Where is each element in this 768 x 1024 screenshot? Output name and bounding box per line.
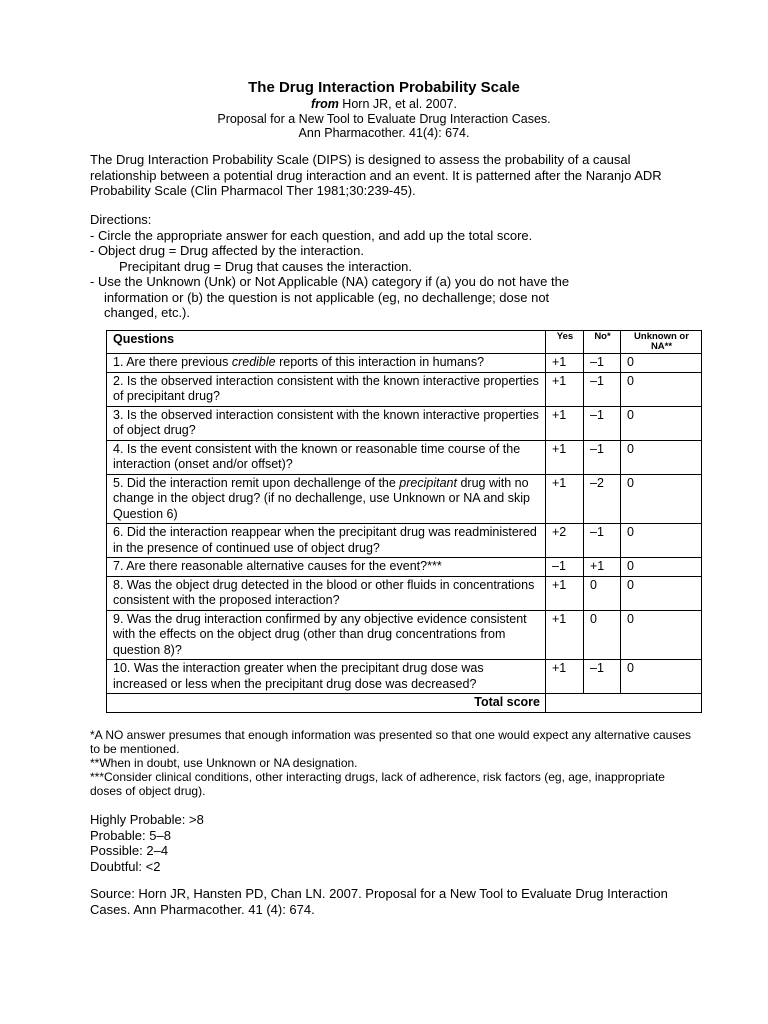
no-score-cell[interactable]: –1	[584, 524, 621, 558]
total-score-cell	[546, 694, 702, 713]
header-questions: Questions	[107, 331, 546, 354]
footnote: ***Consider clinical conditions, other interacting drugs, lack of adherence, risk factors (eg, age, inappropriate doses of object drug).	[90, 770, 665, 798]
question-text: 8. Was the object drug detected in the blood or other fluids in concentrations consistent with the proposed interaction?	[113, 577, 535, 607]
yes-score-cell[interactable]: +1	[546, 372, 584, 406]
table-row	[107, 576, 702, 610]
question-text: 6. Did the interaction reappear when the precipitant drug was readministered in the presence of continued use of object drug?	[113, 525, 537, 555]
table-header-row	[107, 331, 702, 354]
yes-score-cell[interactable]: +1	[546, 440, 584, 474]
question-cell	[107, 558, 546, 577]
footnotes	[90, 728, 700, 798]
score-level: Possible: 2–4	[90, 843, 169, 858]
table-row	[107, 372, 702, 406]
source-citation: Source: Horn JR, Hansten PD, Chan LN. 2007. Proposal for a New Tool to Evaluate Drug Interaction Cases. Ann Pharmacother. 41 (4): 674.	[90, 886, 668, 917]
question-emphasis: precipitant	[399, 475, 457, 490]
question-text: 3. Is the observed interaction consistent with the known interactive properties of object drug?	[113, 407, 539, 437]
table-body	[107, 354, 702, 694]
unknown-score-cell[interactable]: 0	[621, 558, 702, 577]
question-cell	[107, 524, 546, 558]
question-text-continued: reports of this interaction in humans?	[275, 355, 485, 369]
question-cell	[107, 406, 546, 440]
question-cell	[107, 354, 546, 373]
from-word: from	[311, 97, 339, 111]
yes-score-cell[interactable]: –1	[546, 558, 584, 577]
unknown-score-cell[interactable]: 0	[621, 524, 702, 558]
no-score-cell[interactable]: –2	[584, 474, 621, 524]
question-cell	[107, 610, 546, 660]
score-level: Doubtful: <2	[90, 858, 161, 874]
direction-item: Precipitant drug = Drug that causes the interaction.	[119, 258, 413, 274]
question-emphasis: credible	[231, 355, 276, 369]
table-row	[107, 474, 702, 524]
score-level: Highly Probable: >8	[90, 812, 204, 827]
yes-score-cell[interactable]: +1	[546, 474, 584, 524]
footnote: **When in doubt, use Unknown or NA designation.	[90, 756, 358, 770]
yes-score-cell[interactable]: +2	[546, 524, 584, 558]
score-interpretation	[90, 812, 204, 874]
no-score-cell[interactable]: –1	[584, 372, 621, 406]
question-text: 5. Did the interaction remit upon dechallenge of the	[113, 475, 400, 490]
citation-title: Proposal for a New Tool to Evaluate Drug Interaction Cases.	[217, 111, 551, 126]
question-cell	[107, 372, 546, 406]
question-text: 4. Is the event consistent with the known or reasonable time course of the interaction (onset and/or offset)?	[113, 441, 521, 471]
question-text: 7. Are there reasonable alternative causes for the event?***	[113, 559, 442, 573]
dips-table	[106, 330, 702, 713]
question-cell	[107, 474, 546, 524]
table-row	[107, 558, 702, 577]
no-score-cell[interactable]: +1	[584, 558, 621, 577]
header-unknown: Unknown or NA**	[621, 331, 702, 354]
total-score-row	[107, 694, 702, 713]
yes-score-cell[interactable]: +1	[546, 576, 584, 610]
unknown-score-cell[interactable]: 0	[621, 406, 702, 440]
intro-paragraph: The Drug Interaction Probability Scale (DIPS) is designed to assess the probability of a causal relationship between a potential drug interaction and an event. It is patterned after the Naranjo ADR Probability Scale (Clin Pharmacol Ther 1981;30:239-45).	[90, 152, 662, 198]
yes-score-cell[interactable]: +1	[546, 354, 584, 373]
directions-heading: Directions:	[90, 212, 152, 227]
direction-item: - Use the Unknown (Unk) or Not Applicable (NA) category if (a) you do not have the	[90, 274, 570, 289]
citation-line	[0, 97, 768, 112]
header-yes: Yes	[546, 331, 584, 354]
header-no: No*	[584, 331, 621, 354]
unknown-score-cell[interactable]: 0	[621, 610, 702, 660]
question-text: 2. Is the observed interaction consistent with the known interactive properties of precipitant drug?	[113, 373, 539, 403]
direction-item-continued: changed, etc.).	[104, 305, 190, 320]
question-cell	[107, 576, 546, 610]
question-text: 1. Are there previous	[113, 355, 232, 369]
direction-item: - Circle the appropriate answer for each question, and add up the total score.	[90, 227, 533, 243]
directions-block	[90, 212, 690, 321]
unknown-score-cell[interactable]: 0	[621, 474, 702, 524]
no-score-cell[interactable]: –1	[584, 440, 621, 474]
yes-score-cell[interactable]: +1	[546, 406, 584, 440]
question-text-continued: drug with no change in the object drug? (if no dechallenge, use Unknown or NA and skip Question 6)	[113, 475, 530, 521]
no-score-cell[interactable]: –1	[584, 660, 621, 694]
footnote: *A NO answer presumes that enough information was presented so that one would expect any alternative causes to be mentioned.	[90, 728, 692, 756]
document-title: The Drug Interaction Probability Scale	[248, 79, 520, 96]
total-score-label: Total score	[107, 694, 546, 713]
no-score-cell[interactable]: –1	[584, 354, 621, 373]
document-header	[0, 79, 768, 141]
score-level: Probable: 5–8	[90, 827, 171, 843]
unknown-score-cell[interactable]: 0	[621, 354, 702, 373]
direction-item: - Object drug = Drug affected by the interaction.	[90, 243, 364, 258]
no-score-cell[interactable]: 0	[584, 610, 621, 660]
unknown-score-cell[interactable]: 0	[621, 576, 702, 610]
citation-journal: Ann Pharmacother. 41(4): 674.	[298, 126, 470, 140]
table-row	[107, 660, 702, 694]
table-row	[107, 610, 702, 660]
unknown-score-cell[interactable]: 0	[621, 440, 702, 474]
question-cell	[107, 660, 546, 694]
citation-author: Horn JR, et al. 2007.	[338, 97, 457, 111]
question-text: 10. Was the interaction greater when the precipitant drug dose was increased or less when the precipitant drug dose was decreased?	[113, 661, 484, 691]
yes-score-cell[interactable]: +1	[546, 610, 584, 660]
no-score-cell[interactable]: –1	[584, 406, 621, 440]
direction-item-continued: information or (b) the question is not applicable (eg, no dechallenge; dose not	[104, 289, 550, 305]
unknown-score-cell[interactable]: 0	[621, 372, 702, 406]
question-text: 9. Was the drug interaction confirmed by any objective evidence consistent with the effects on the object drug (other than drug concentrations from question 8)?	[113, 611, 527, 657]
table-row	[107, 524, 702, 558]
table-row	[107, 354, 702, 373]
unknown-score-cell[interactable]: 0	[621, 660, 702, 694]
no-score-cell[interactable]: 0	[584, 576, 621, 610]
yes-score-cell[interactable]: +1	[546, 660, 584, 694]
question-cell	[107, 440, 546, 474]
table-row	[107, 440, 702, 474]
table-row	[107, 406, 702, 440]
